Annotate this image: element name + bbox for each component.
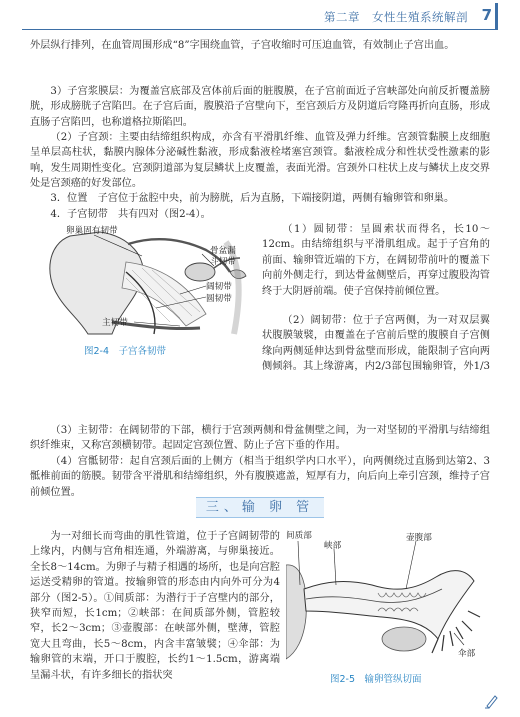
paragraph-ligaments: 4．子宫韧带 共有四对（图2-4）。: [50, 209, 211, 220]
paragraph-cardinal-ligament: （3）主韧带：在阔韧带的下部，横行于宫颈两侧和骨盆侧壁之间，为一对坚韧的平滑肌与结缔组织纤维束，又称宫颈横韧带。起固定宫颈位置、防止子宫下垂的作用。: [30, 425, 490, 452]
page-number: 7: [481, 6, 492, 24]
paragraph-broad-ligament: （2）阔韧带：位于子宫两侧，为一对双层翼状腹膜皱襞，由覆盖在子宫前后壁的腹膜自子宫侧缘向两侧延伸达到骨盆壁而形成，能限制子宫向两侧倾斜。其上缘游离，内2/3部包围输卵管，外1/3: [262, 315, 490, 373]
paragraph-intro: 外层纵行排列，在血管周围形成“8”字围绕血管，子宫收缩时可压迫血管，有效制止子宫出血。: [30, 40, 455, 51]
label-infundibulopelvic-2: 斗韧带: [210, 257, 236, 267]
label-interstitial: 间质部: [286, 531, 312, 541]
label-ampulla: 壶腹部: [406, 533, 432, 543]
figure-uterine-ligaments: [30, 222, 260, 340]
header-accent-bar: [495, 3, 498, 29]
header-rule: [22, 29, 498, 30]
page-header: [0, 0, 520, 30]
pen-icon: [484, 693, 500, 709]
chapter-title: 第二章 女性生殖系统解剖: [324, 10, 468, 24]
figure-fallopian-tube-section: [286, 527, 494, 667]
figure-2-5-caption: 图2-5 输卵管纵切面: [330, 674, 422, 685]
label-fimbria: 伞部: [458, 649, 476, 659]
label-round-ligament: 圆韧带: [206, 294, 232, 304]
label-cardinal-ligament: 主韧带: [102, 318, 128, 328]
paragraph-serosa: 3）子宫浆膜层：为覆盖宫底部及宫体前后面的脏腹膜，在子宫前面近子宫峡部处向前反折覆盖膀胱，形成膀胱子宫陷凹。在子宫后面，腹膜沿子宫壁向下，至宫颈后方及阴道后穹隆再折向直肠，形成直肠子宫陷凹，也称道格拉斯陷凹。: [30, 86, 490, 128]
paragraph-cervix: （2）子宫颈：主要由结缔组织构成，亦含有平滑肌纤维、血管及弹力纤维。宫颈管黏膜上皮细胞呈单层高柱状，黏膜内腺体分泌碱性黏液，形成黏液栓堵塞宫颈管。黏液栓成分和性状受性激素的影响，发生周期性变化。宫颈阴道部为复层鳞状上皮覆盖，表面光滑。宫颈外口柱状上皮与鳞状上皮交界处是宫颈癌的好发部位。: [30, 132, 490, 190]
fallopian-tube-illustration: [286, 527, 494, 667]
paragraph-fallopian-tube: 为一对细长而弯曲的肌性管道，位于子宫阔韧带的上缘内，内侧与宫角相连通，外端游离，与卵巢接近。全长8～14cm。为卵子与精子相遇的场所，也是向宫腔运送受精卵的管道。按输卵管的形态由内向外可分为4部分（图2-5）。①间质部：为潜行于子宫壁内的部分，狭窄而短，长1cm；②峡部：在间质部外侧，管腔较窄，长2～3cm；③壶腹部：在峡部外侧，壁薄，管腔宽大且弯曲，长5～8cm，内含丰富皱襞；④伞部：为输卵管的末端，开口于腹腔，长约1～1.5cm，游离端呈漏斗状，有许多细长的指状突: [30, 531, 280, 681]
paragraph-round-ligament: （1）圆韧带：呈圆索状而得名，长10～12cm。由结缔组织与平滑肌组成。起于子宫角的前面、输卵管近端的下方，在阔韧带前叶的覆盖下向前外侧走行，到达骨盆侧壁后，再穿过腹股沟管终于大阴唇前端。使子宫保持前倾位置。: [262, 224, 490, 297]
label-ovary-ligament: 卵巢固有韧带: [66, 226, 118, 236]
figure-2-4-caption: 图2-4 子宫各韧带: [84, 346, 167, 357]
paragraph-position: 3．位置 子宫位于盆腔中央，前为膀胱，后为直肠，下端接阴道，两侧有输卵管和卵巢。: [50, 193, 455, 204]
label-broad-ligament: 阔韧带: [206, 282, 232, 292]
paragraph-uterosacral-ligament: （4）宫骶韧带：起自宫颈后面的上侧方（相当于组织学内口水平），向两侧绕过直肠到达第2、3骶椎前面的筋膜。韧带含平滑肌和结缔组织，外有腹膜遮盖，短厚有力，向后向上牵引宫颈，维持子宫前倾位置。: [30, 456, 490, 498]
section-heading: 三、输 卵 管: [196, 497, 324, 518]
label-infundibulopelvic-1: 骨盆漏: [210, 246, 236, 256]
label-isthmus: 峡部: [324, 541, 342, 551]
